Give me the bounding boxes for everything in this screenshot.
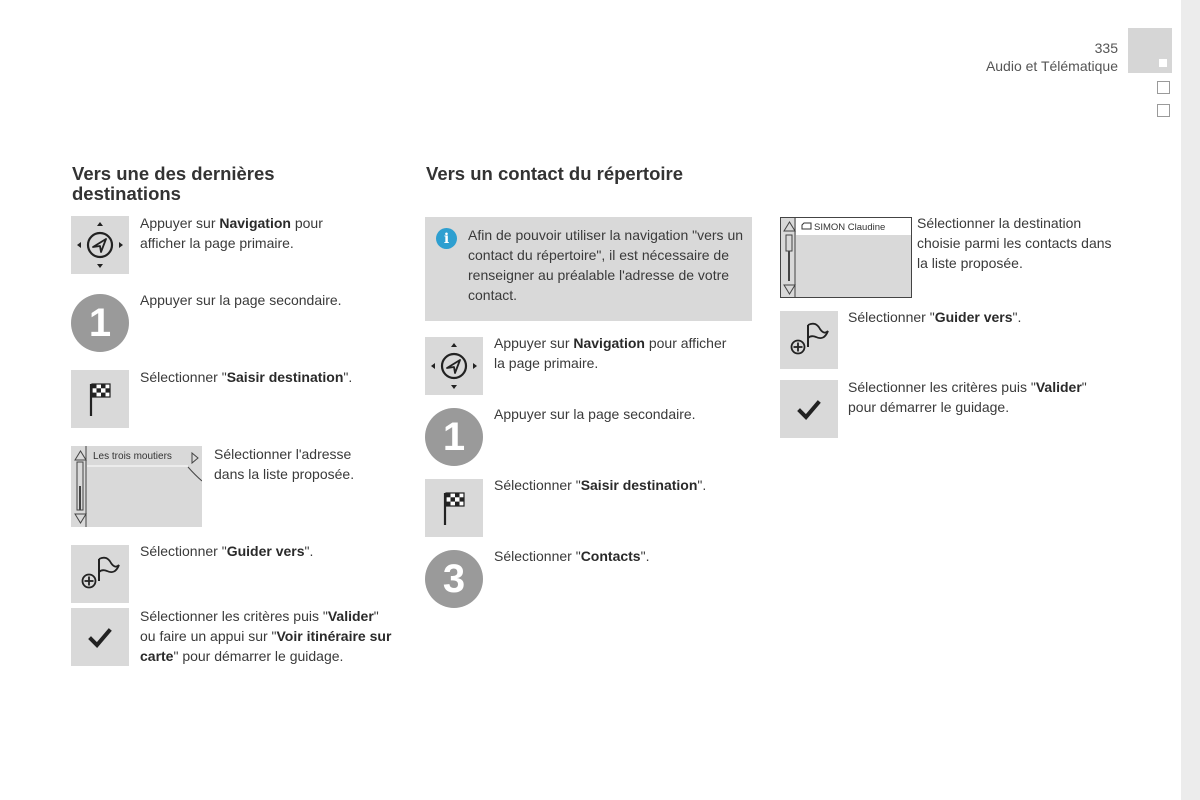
- step-number-badge: 1: [71, 294, 129, 352]
- step-text: Appuyer sur la page secondaire.: [140, 292, 342, 308]
- step-text: Sélectionner "Guider vers".: [140, 543, 314, 559]
- step-text: Appuyer sur la page secondaire.: [494, 406, 696, 422]
- contact-list-screen: [780, 217, 912, 298]
- section-title-contact: Vers un contact du répertoire: [426, 163, 684, 184]
- guide-to-button: [780, 311, 838, 369]
- enter-destination-button: [71, 370, 129, 428]
- list-item-contact: SIMON Claudine: [814, 222, 886, 233]
- navigation-dial-icon: [71, 216, 129, 274]
- step-text: Appuyer sur Navigation pour afficher la page primaire.: [494, 335, 727, 371]
- guide-flag-icon: [780, 311, 838, 369]
- enter-destination-button: [425, 479, 483, 537]
- navigation-dial-icon: [425, 337, 483, 395]
- step-number-badge: 1: [425, 408, 483, 466]
- checkered-flag-icon: [71, 370, 129, 428]
- chapter-tab-square-1: [1157, 81, 1170, 94]
- step-text: Sélectionner la destination choisie parmi les contacts dans la liste proposée.: [917, 215, 1112, 271]
- guide-flag-icon: [71, 545, 129, 603]
- validate-button: [71, 608, 129, 666]
- step-text: Sélectionner "Saisir destination".: [140, 369, 353, 385]
- validate-button: [780, 380, 838, 438]
- step-text: Appuyer sur Navigation pour afficher la page primaire.: [140, 215, 323, 251]
- chapter-title: Audio et Télématique: [985, 58, 1118, 74]
- address-list-screen: [71, 446, 202, 527]
- navigation-button: [425, 337, 483, 395]
- page-number: 335: [1094, 40, 1118, 56]
- chapter-tab-marker: [1159, 59, 1167, 67]
- page-edge-bar: [1181, 0, 1200, 800]
- checkmark-icon: [71, 608, 129, 666]
- step-text: Sélectionner "Contacts".: [494, 548, 650, 564]
- step-number-badge: 3: [425, 550, 483, 608]
- step-text: Sélectionner les critères puis "Valider" pour démarrer le guidage.: [848, 379, 1087, 415]
- guide-to-button: [71, 545, 129, 603]
- step-text: Sélectionner l'adresse dans la liste proposée.: [214, 446, 355, 482]
- checkmark-icon: [780, 380, 838, 438]
- step-text: Sélectionner "Saisir destination".: [494, 477, 707, 493]
- navigation-button: [71, 216, 129, 274]
- checkered-flag-icon: [425, 479, 483, 537]
- chapter-tab-square-2: [1157, 104, 1170, 117]
- info-note-text: Afin de pouvoir utiliser la navigation "vers un contact du répertoire", il est nécessaire de renseigner au préalable l'adresse de votre contact.: [468, 227, 744, 303]
- step-text: Sélectionner "Guider vers".: [848, 309, 1022, 325]
- step-text: Sélectionner les critères puis "Valider" ou faire un appui sur "Voir itinéraire sur carte" pour démarrer le guidage.: [140, 608, 392, 664]
- section-title-recent-destinations: Vers une des dernières destinations: [72, 163, 275, 204]
- info-icon: i: [436, 228, 457, 249]
- list-item-address: Les trois moutiers: [93, 451, 172, 462]
